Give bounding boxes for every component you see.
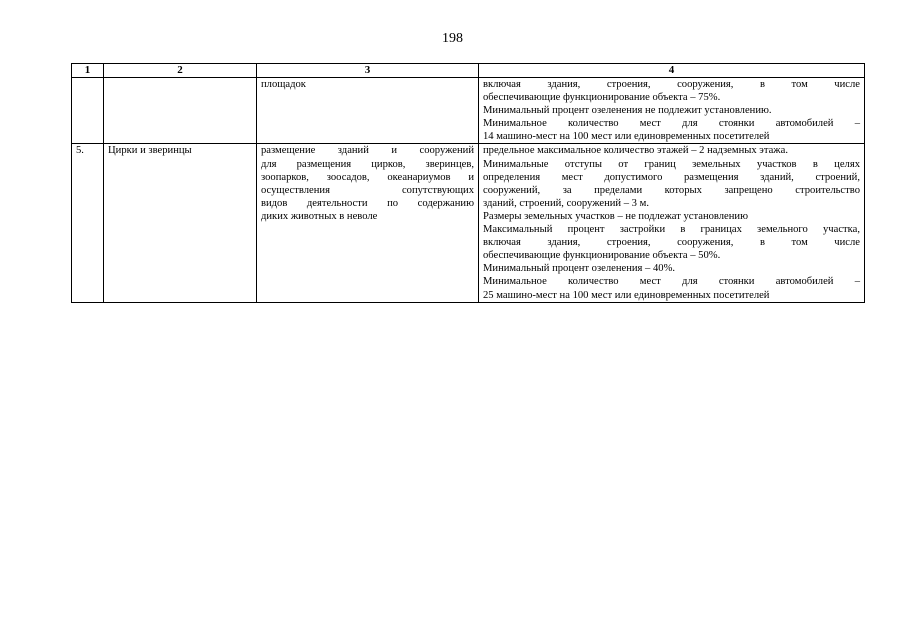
param-line: сооружений, за пределами которых запрещено строительство bbox=[483, 184, 860, 196]
param-line: предельное максимальное количество этажей – 2 надземных этажа. bbox=[483, 145, 788, 157]
permitted-use bbox=[257, 78, 479, 144]
header-col-3: 3 bbox=[257, 64, 479, 78]
table-row bbox=[72, 144, 865, 302]
permitted-use-line: зоопарков, зоосадов, океанариумов и bbox=[261, 171, 474, 183]
param-line: обеспечивающие функционирование объекта – 50%. bbox=[483, 250, 721, 262]
zone-name bbox=[104, 78, 257, 144]
permitted-use-line: для размещения цирков, зверинцев, bbox=[261, 158, 474, 170]
param-line: 25 машино-мест на 100 мест или единовременных посетителей bbox=[483, 289, 770, 301]
parameters-cell bbox=[479, 144, 865, 302]
permitted-use-line: видов деятельности по содержанию bbox=[261, 197, 474, 209]
param-line: определения мест допустимого размещения зданий, строений, bbox=[483, 171, 860, 183]
param-line: Размеры земельных участков – не подлежат установлению bbox=[483, 210, 749, 222]
header-col-1: 1 bbox=[72, 64, 104, 78]
parameters-cell bbox=[479, 78, 865, 144]
param-line: включая здания, строения, сооружения, в том числе bbox=[483, 79, 860, 90]
param-line: Минимальный процент озеленения не подлежит установлению. bbox=[483, 105, 772, 117]
param-line: Минимальные отступы от границ земельных участков в целях bbox=[483, 158, 860, 170]
row-number bbox=[72, 78, 104, 144]
param-line: Минимальное количество мест для стоянки автомобилей – bbox=[483, 276, 860, 288]
table-header-row bbox=[72, 64, 865, 78]
param-line: Минимальное количество мест для стоянки автомобилей – bbox=[483, 118, 860, 130]
page-number: 198 bbox=[442, 31, 463, 46]
permitted-use-line: площадок bbox=[261, 79, 306, 90]
param-line: включая здания, строения, сооружения, в том числе bbox=[483, 237, 860, 249]
header-col-4: 4 bbox=[479, 64, 865, 78]
param-line: 14 машино-мест на 100 мест или единовременных посетителей bbox=[483, 131, 770, 143]
permitted-use-line: осуществления сопутствующих bbox=[261, 184, 474, 196]
param-line: зданий, строений, сооружений – 3 м. bbox=[483, 197, 649, 209]
table-row bbox=[72, 78, 865, 144]
permitted-use-line: диких животных в неволе bbox=[261, 210, 378, 222]
header-col-2: 2 bbox=[104, 64, 257, 78]
zone-name: Цирки и зверинцы bbox=[104, 144, 257, 302]
zoning-table bbox=[71, 63, 865, 303]
permitted-use bbox=[257, 144, 479, 302]
param-line: Минимальный процент озеленения – 40%. bbox=[483, 263, 676, 275]
param-line: обеспечивающие функционирование объекта – 75%. bbox=[483, 92, 721, 104]
permitted-use-line: размещение зданий и сооружений bbox=[261, 145, 474, 157]
param-line: Максимальный процент застройки в границах земельного участка, bbox=[483, 224, 860, 236]
row-number: 5. bbox=[72, 144, 104, 302]
